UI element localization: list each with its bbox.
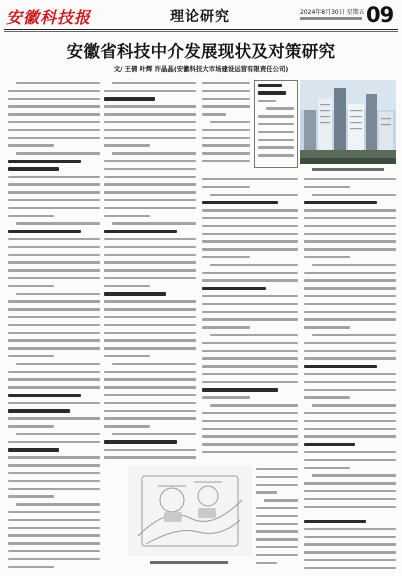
body-text-line — [202, 342, 298, 344]
body-text-line — [304, 256, 350, 258]
body-text-line — [8, 191, 100, 193]
body-text-line — [312, 404, 396, 406]
body-text-line — [256, 484, 298, 486]
body-text-line — [8, 371, 100, 373]
body-text-line — [104, 394, 196, 396]
body-text-line — [104, 207, 196, 209]
body-text-line — [104, 300, 196, 302]
body-text-line — [256, 562, 277, 564]
body-text-line — [256, 530, 298, 532]
body-text-line — [304, 559, 396, 561]
body-text-line — [304, 459, 396, 461]
body-text-line — [312, 194, 396, 196]
body-text-line — [8, 332, 100, 334]
body-text-line — [104, 339, 196, 341]
body-text-line — [104, 355, 150, 357]
body-text-line — [256, 468, 298, 470]
body-text-line — [8, 425, 54, 427]
body-text-line — [202, 152, 250, 154]
body-text-line — [304, 233, 396, 235]
section-heading-line — [8, 230, 81, 234]
body-text-line — [104, 269, 196, 271]
body-text-line — [8, 472, 100, 474]
body-text-line — [256, 491, 277, 493]
body-text-line — [8, 183, 100, 185]
body-text-line — [256, 476, 298, 478]
body-text-line — [112, 433, 196, 435]
body-text-line — [8, 199, 100, 201]
body-text-line — [202, 90, 250, 92]
body-text-line — [104, 191, 196, 193]
body-text-line — [202, 160, 250, 162]
body-text-line — [304, 373, 396, 375]
body-text-line — [304, 279, 396, 281]
body-text-line — [304, 248, 396, 250]
body-text-line — [202, 381, 298, 383]
body-text-line — [104, 402, 196, 404]
section-heading-line — [8, 160, 81, 164]
body-text-line — [104, 254, 196, 256]
body-text-line — [8, 324, 100, 326]
body-text-line — [104, 347, 196, 349]
body-text-line — [202, 113, 226, 115]
masthead-logo: 安徽科技报 — [6, 8, 92, 27]
body-text-line — [202, 373, 298, 375]
body-text-line — [8, 378, 100, 380]
body-text-line — [112, 152, 196, 154]
body-text-line — [202, 435, 298, 437]
body-text-line — [304, 272, 396, 274]
body-text-line — [304, 225, 396, 227]
body-text-line — [304, 567, 396, 569]
body-text-line — [104, 417, 196, 419]
body-text-line — [8, 238, 100, 240]
body-text-line — [304, 287, 396, 289]
body-text-line — [8, 566, 54, 568]
body-text-line — [8, 355, 54, 357]
body-text-line — [304, 178, 396, 180]
body-text-line — [304, 435, 396, 437]
page-number: 09 — [366, 3, 394, 27]
body-text-line — [8, 137, 100, 139]
header-rule — [4, 29, 398, 30]
body-text-line — [202, 144, 250, 146]
body-text-line — [104, 308, 196, 310]
article-title: 安徽省科技中介发展现状及对策研究 — [66, 42, 336, 61]
body-text-line — [202, 420, 298, 422]
body-text-line — [304, 528, 396, 530]
body-text-line — [304, 498, 396, 500]
body-text-line — [304, 389, 396, 391]
body-text-line — [8, 550, 100, 552]
body-text-line — [8, 480, 100, 482]
body-text-line — [8, 285, 54, 287]
body-text-line — [104, 90, 196, 92]
body-text-line — [104, 261, 196, 263]
body-text-line — [202, 98, 250, 100]
body-text-line — [8, 495, 54, 497]
body-text-line — [8, 464, 100, 466]
body-text-line — [16, 222, 100, 224]
body-text-line — [8, 113, 100, 115]
body-text-line — [8, 456, 100, 458]
body-text-line — [202, 256, 250, 258]
body-text-line — [8, 90, 100, 92]
body-text-line — [8, 121, 100, 123]
body-text-line — [304, 467, 350, 469]
body-text-line — [104, 105, 196, 107]
body-text-line — [202, 225, 298, 227]
photo-caption — [312, 168, 384, 171]
body-text-line — [104, 425, 150, 427]
body-text-line — [8, 261, 100, 263]
body-text-line — [202, 357, 298, 359]
body-text-line — [8, 402, 100, 404]
body-text-line — [256, 546, 298, 548]
body-text-line — [112, 363, 196, 365]
editor-credit-line — [300, 17, 362, 20]
body-text-line — [312, 264, 396, 266]
body-text-line — [104, 215, 150, 217]
body-text-line — [202, 82, 250, 84]
section-heading-line — [202, 201, 278, 205]
body-text-line — [202, 396, 250, 398]
body-text-line — [304, 482, 396, 484]
body-text-line — [8, 558, 100, 560]
body-text-line — [202, 186, 250, 188]
body-text-line — [304, 357, 396, 359]
body-text-line — [104, 183, 196, 185]
body-text-line — [202, 240, 298, 242]
article-byline: 文/ 王倩 叶辉 许晶晶(安徽科技大市场建设运营有限责任公司) — [113, 65, 289, 73]
body-text-line — [202, 272, 298, 274]
body-text-line — [264, 499, 298, 501]
body-text-line — [104, 176, 196, 178]
section-heading-line — [304, 201, 377, 205]
section-heading-line — [8, 394, 81, 398]
body-text-line — [304, 350, 396, 352]
body-text-line — [104, 449, 196, 451]
body-text-line — [8, 534, 100, 536]
body-text-line — [8, 488, 100, 490]
body-text-line — [202, 217, 298, 219]
body-text-line — [104, 160, 196, 162]
body-text-line — [8, 542, 100, 544]
issue-date: 2024年8月30日 星期五 — [300, 9, 365, 16]
body-text-line — [8, 417, 100, 419]
body-text-line — [8, 215, 54, 217]
section-heading-line — [104, 97, 155, 101]
body-text-line — [304, 543, 396, 545]
body-text-line — [104, 199, 196, 201]
body-text-line — [8, 176, 100, 178]
body-text-line — [104, 324, 196, 326]
body-text-line — [304, 490, 396, 492]
body-text-line — [202, 350, 298, 352]
body-text-line — [256, 515, 298, 517]
body-text-line — [8, 339, 100, 341]
body-text-line — [112, 82, 196, 84]
body-text-line — [8, 207, 100, 209]
body-text-line — [304, 506, 396, 508]
section-heading-line — [8, 448, 59, 452]
body-text-line — [202, 279, 298, 281]
body-text-line — [210, 404, 298, 406]
body-text-line — [202, 137, 250, 139]
body-text-line — [202, 311, 298, 313]
body-text-line — [202, 178, 298, 180]
body-text-line — [104, 386, 196, 388]
body-text-line — [202, 209, 298, 211]
body-text-line — [304, 536, 396, 538]
body-text-line — [304, 381, 396, 383]
body-text-line — [8, 277, 100, 279]
body-text-line — [210, 334, 298, 336]
section-heading-line — [104, 292, 166, 296]
body-text-line — [8, 308, 100, 310]
body-text-line — [104, 285, 150, 287]
body-text-line — [304, 551, 396, 553]
body-text-line — [104, 113, 196, 115]
body-text-line — [202, 451, 298, 453]
body-text-line — [304, 209, 396, 211]
body-text-line — [312, 334, 396, 336]
body-text-line — [8, 246, 100, 248]
body-text-line — [202, 303, 298, 305]
section-heading-line — [8, 409, 70, 413]
body-text-line — [104, 332, 196, 334]
section-heading-line — [104, 440, 177, 444]
body-text-line — [304, 420, 396, 422]
body-text-line — [202, 365, 298, 367]
body-text-line — [16, 82, 100, 84]
body-text-line — [104, 168, 196, 170]
header-rule-thin — [4, 31, 398, 32]
body-text-line — [8, 144, 54, 146]
body-text-line — [8, 511, 100, 513]
body-text-line — [256, 523, 298, 525]
body-text-line — [104, 277, 196, 279]
body-text-line — [112, 222, 196, 224]
body-text-line — [8, 269, 100, 271]
body-text-line — [202, 233, 298, 235]
body-text-line — [8, 441, 100, 443]
body-text-line — [8, 386, 100, 388]
body-text-line — [8, 105, 100, 107]
figure-caption — [150, 561, 228, 564]
body-text-line — [304, 186, 350, 188]
section-title: 理论研究 — [170, 9, 230, 25]
body-text-line — [202, 443, 298, 445]
body-text-line — [202, 326, 250, 328]
body-text-line — [202, 318, 298, 320]
section-heading-line — [202, 287, 266, 291]
body-text-line — [8, 300, 100, 302]
body-text-line — [16, 152, 100, 154]
body-text-line — [304, 412, 396, 414]
body-text-line — [304, 342, 396, 344]
body-text-line — [104, 378, 196, 380]
body-text-line — [312, 474, 396, 476]
body-text-line — [304, 311, 396, 313]
body-text-line — [210, 194, 298, 196]
body-text-line — [104, 129, 196, 131]
body-text-line — [104, 121, 196, 123]
section-heading-line — [202, 388, 278, 392]
body-text-line — [202, 428, 298, 430]
body-text-line — [8, 527, 100, 529]
body-text-line — [304, 451, 396, 453]
body-text-line — [16, 293, 100, 295]
body-text-line — [104, 316, 196, 318]
sidebar-box — [254, 80, 298, 168]
article-figure — [128, 466, 252, 556]
body-text-line — [210, 264, 298, 266]
body-text-line — [256, 554, 298, 556]
body-text-line — [304, 303, 396, 305]
body-text-line — [304, 295, 396, 297]
body-text-line — [304, 240, 396, 242]
body-text-line — [304, 428, 396, 430]
body-text-line — [104, 137, 196, 139]
body-text-line — [304, 396, 350, 398]
body-text-line — [304, 326, 350, 328]
body-text-line — [256, 538, 298, 540]
body-text-line — [104, 371, 196, 373]
body-text-line — [16, 433, 100, 435]
article-photo — [300, 80, 396, 164]
body-text-line — [104, 144, 150, 146]
body-text-line — [104, 410, 196, 412]
body-text-line — [8, 98, 100, 100]
body-text-line — [202, 129, 250, 131]
body-text-line — [104, 238, 196, 240]
body-text-line — [304, 318, 396, 320]
body-text-line — [8, 519, 100, 521]
body-text-line — [8, 347, 100, 349]
section-heading-line — [104, 230, 177, 234]
body-text-line — [8, 254, 100, 256]
body-text-line — [202, 412, 298, 414]
body-text-line — [256, 507, 298, 509]
body-text-line — [8, 316, 100, 318]
section-heading-line — [8, 167, 59, 171]
body-text-line — [202, 248, 298, 250]
body-text-line — [104, 246, 196, 248]
body-text-line — [16, 363, 100, 365]
section-heading-line — [304, 365, 377, 369]
body-text-line — [16, 503, 100, 505]
section-heading-line — [304, 443, 355, 447]
body-text-line — [8, 129, 100, 131]
body-text-line — [304, 217, 396, 219]
body-text-line — [104, 456, 196, 458]
body-text-line — [210, 121, 250, 123]
body-text-line — [202, 295, 298, 297]
section-heading-line — [304, 520, 366, 524]
body-text-line — [202, 105, 250, 107]
